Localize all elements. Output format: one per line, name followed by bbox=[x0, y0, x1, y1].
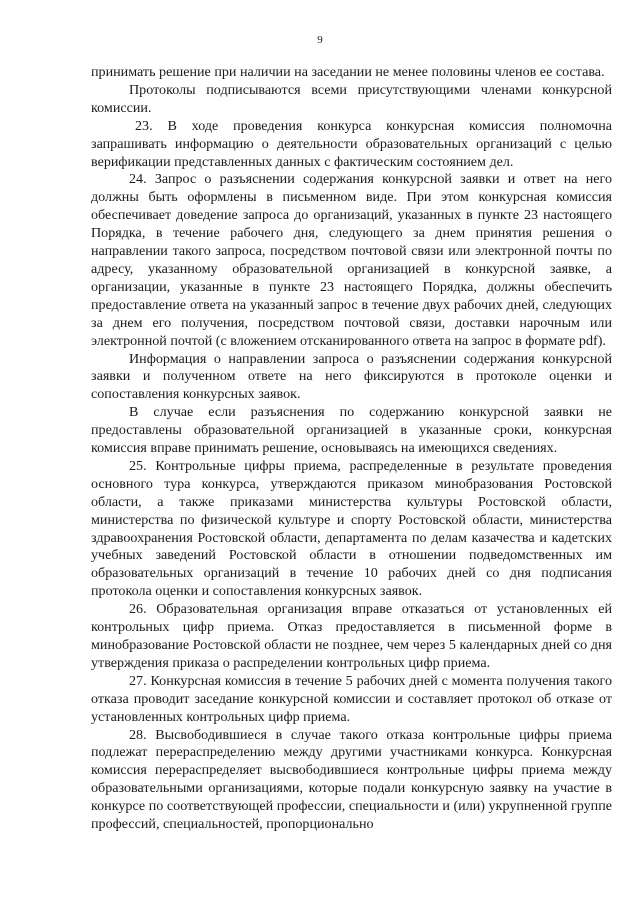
paragraph-24: 24. Запрос о разъяснении содержания конкурсной заявки и ответ на него должны быть оформлены в письменном виде. При этом конкурсная комиссия обеспечивает доведение запроса до организаций, указанных в пункте 23 настоящего Порядка, в течение рабочего дня, следующего за днем принятия решения о направлении такого запроса, посредством почтовой связи или электронной почты по адресу, указанному образовательной организацией в конкурсной заявке, а организации, указанные в пункте 23 настоящего Порядка, должны обеспечить предоставление ответа на указанный запрос в течение двух рабочих дней, следующих за днем его получения, посредством почтовой связи, доставки нарочным или электронной почтой (с вложением отсканированного ответа на запрос в формате pdf). bbox=[91, 171, 612, 349]
paragraph-24-no-answer: В случае если разъяснения по содержанию конкурсной заявки не предоставлены образовательной организацией в указанные сроки, конкурсная комиссия вправе принимать решение, основываясь на имеющихся сведениях. bbox=[91, 404, 612, 457]
paragraph-26: 26. Образовательная организация вправе отказаться от установленных ей контрольных цифр приема. Отказ предоставляется в письменной форме в минобразование Ростовской области не позднее, чем через 5 календарных дней со дня утверждения приказа о распределении контрольных цифр приема. bbox=[91, 601, 612, 671]
paragraph-24-info: Информация о направлении запроса о разъяснении содержания конкурсной заявки и полученном ответе на него фиксируются в протоколе оценки и сопоставления конкурсных заявок. bbox=[91, 350, 612, 403]
paragraph-23: 23. В ходе проведения конкурса конкурсная комиссия полномочна запрашивать информацию о деятельности образовательных организаций с целью верификации представленных данных с фактическим состоянием дел. bbox=[91, 117, 612, 170]
paragraph-protocols: Протоколы подписываются всеми присутствующими членами конкурсной комиссии. bbox=[91, 81, 612, 116]
paragraph-28: 28. Высвободившиеся в случае такого отказа контрольные цифры приема подлежат перераспределению между другими участниками конкурса. Конкурсная комиссия перераспределяет высвободившиеся контрольные цифры приема между образовательными организациями, которые подали конкурсную заявку на участие в конкурсе по соответствующей профессии, специальности и (или) укрупненной группе профессий, специальностей, пропорционально bbox=[91, 726, 612, 833]
paragraph-25: 25. Контрольные цифры приема, распределенные в результате проведения основного тура конкурса, утверждаются приказом минобразования Ростовской области, а также приказами министерства культуры Ростовской области, министерства по физической культуре и спорту Ростовской области, министерства здравоохранения Ростовской области, департамента по делам казачества и кадетских учебных заведений Ростовской области в отношении подведомственных им образовательных организаций в течение 10 рабочих дней со дня подписания протокола оценки и сопоставления конкурсных заявок. bbox=[91, 457, 612, 600]
document-body bbox=[91, 64, 612, 834]
page-number: 9 bbox=[317, 34, 323, 46]
paragraph-27: 27. Конкурсная комиссия в течение 5 рабочих дней с момента получения такого отказа проводит заседание конкурсной комиссии и составляет протокол об отказе от установленных контрольных цифр приема. bbox=[91, 672, 612, 725]
paragraph-continuation: принимать решение при наличии на заседании не менее половины членов ее состава. bbox=[91, 64, 605, 80]
